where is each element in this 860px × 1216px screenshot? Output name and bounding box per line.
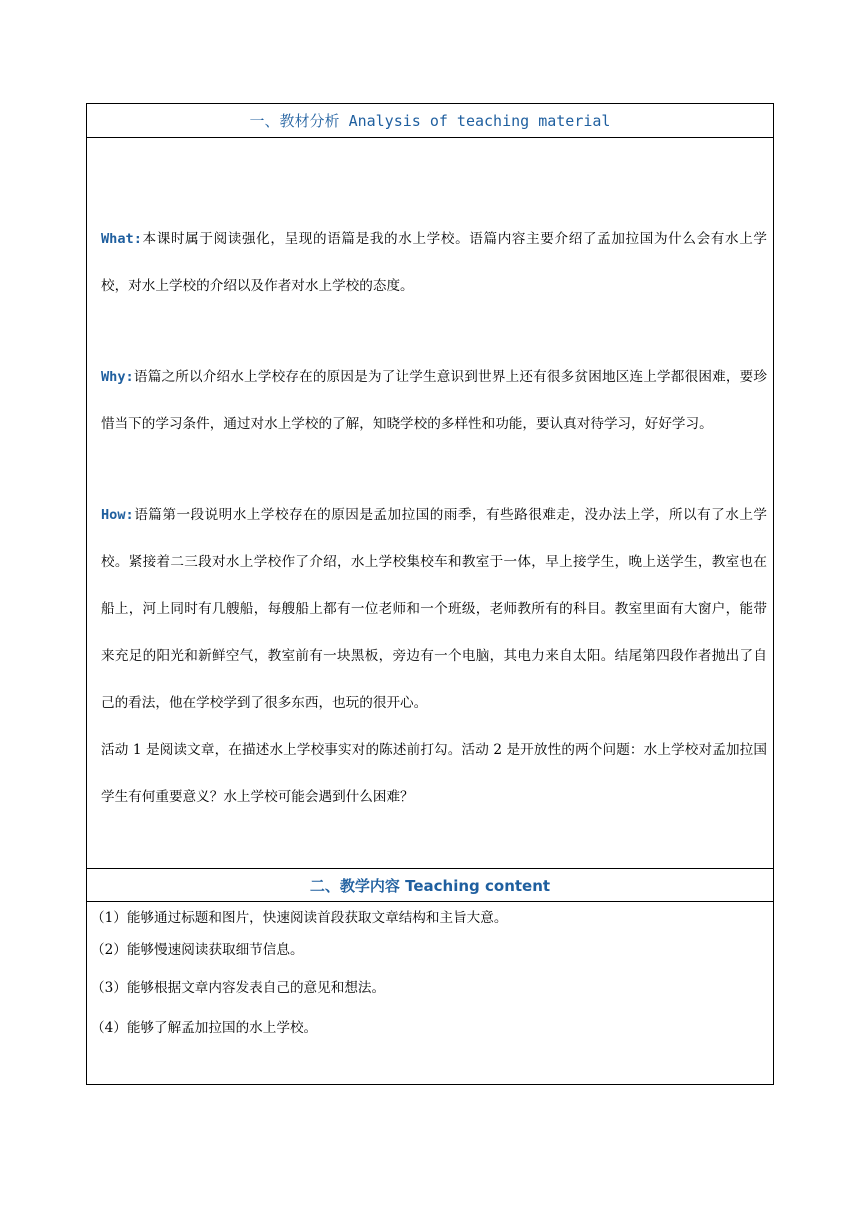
what-label: What: [101, 231, 142, 247]
how-label: How: [101, 507, 134, 523]
why-paragraph [101, 354, 767, 448]
list-item: （3）能够根据文章内容发表自己的意见和想法。 [91, 980, 386, 996]
why-text: 语篇之所以介绍水上学校存在的原因是为了让学生意识到世界上还有很多贫困地区连上学都很困难，要珍惜当下的学习条件，通过对水上学校的了解，知晓学校的多样性和功能，要认真对待学习，好好学习。 [101, 369, 767, 432]
list-item: （2）能够慢速阅读获取细节信息。 [91, 942, 304, 958]
what-text: 本课时属于阅读强化，呈现的语篇是我的水上学校。语篇内容主要介绍了孟加拉国为什么会有水上学校，对水上学校的介绍以及作者对水上学校的态度。 [101, 231, 767, 294]
section-title-teaching-content: 二、教学内容 Teaching content [87, 868, 773, 902]
section-title-material-analysis: 一、教材分析 Analysis of teaching material [87, 104, 773, 138]
lesson-plan-table [86, 103, 774, 1085]
what-paragraph [101, 216, 767, 310]
why-label: Why: [101, 369, 134, 385]
list-item: （1）能够通过标题和图片，快速阅读首段获取文章结构和主旨大意。 [91, 910, 508, 926]
activity-paragraph: 活动 1 是阅读文章，在描述水上学校事实对的陈述前打勾。活动 2 是开放性的两个问题：水上学校对孟加拉国学生有何重要意义？水上学校可能会遇到什么困难？ [101, 742, 767, 805]
how-text: 语篇第一段说明水上学校存在的原因是孟加拉国的雨季，有些路很难走，没办法上学，所以有了水上学校。紧接着二三段对水上学校作了介绍，水上学校集校车和教室于一体，早上接学生，晚上送学生，教室也在船上，河上同时有几艘船，每艘船上都有一位老师和一个班级，老师教所有的科目。教室里面有大窗户，能带来充足的阳光和新鲜空气，教室前有一块黑板，旁边有一个电脑，其电力来自太阳。结尾第四段作者抛出了自己的看法，他在学校学到了很多东西，也玩的很开心。 [101, 507, 767, 711]
list-item: （4）能够了解孟加拉国的水上学校。 [91, 1020, 318, 1036]
material-analysis-body [101, 216, 767, 821]
teaching-content-list [91, 908, 767, 1050]
how-paragraph [101, 492, 767, 727]
